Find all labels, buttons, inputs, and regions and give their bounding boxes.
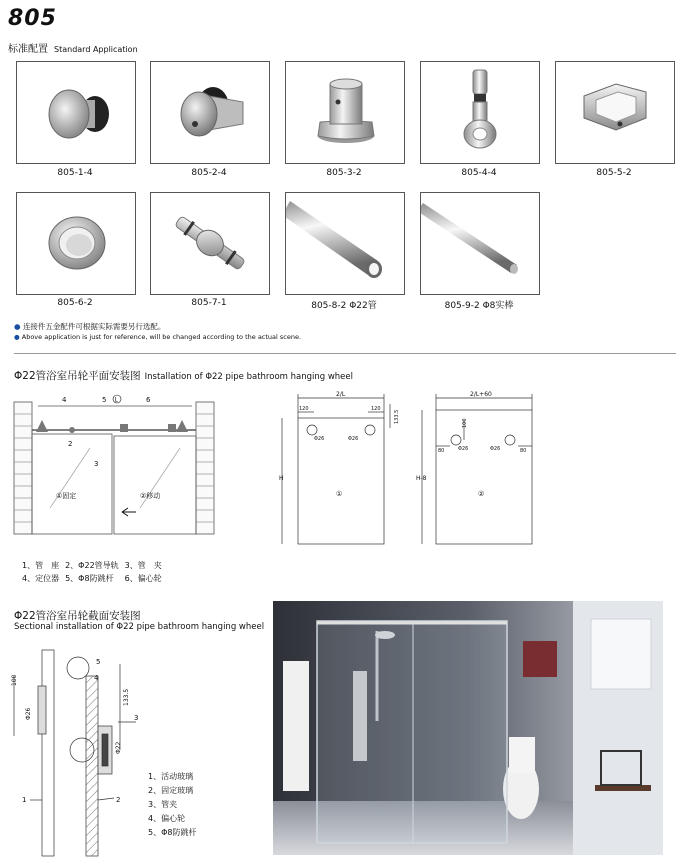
panel2-hole-l: Φ26 (458, 446, 469, 452)
product-code: 805-6-2 (57, 298, 93, 308)
product-code: 805-9-2 Φ8实棒 (444, 301, 514, 311)
sec-dim-phi22: Φ22 (115, 741, 122, 754)
product-box-805-9-2 (420, 192, 540, 295)
sec-label-3: 3 (134, 714, 139, 722)
roller-clamp-icon (151, 62, 269, 163)
legend-item: 4、偏心轮 (148, 814, 186, 823)
ring-handle-icon (17, 193, 135, 294)
product-code: 805-4-4 (461, 168, 497, 178)
sec-label-1: 1 (22, 796, 27, 804)
legend-item: 6、偏心轮 (124, 574, 162, 583)
product-code: 805-8-2 Φ22管 (311, 301, 377, 311)
panel1-hole-l: Φ26 (314, 436, 325, 442)
section-installation-diagram (10, 640, 150, 858)
plan-label-5: 5 (102, 396, 107, 404)
product-box-805-5-2 (555, 61, 675, 164)
section-title-en: Sectional installation of Φ22 pipe bathroom hanging wheel (14, 622, 265, 632)
plan-label-L: L (114, 396, 118, 404)
standard-en: Standard Application (54, 45, 138, 54)
panel1-width: 2/L (336, 391, 346, 398)
legend-item: 4、定位器 (22, 574, 60, 583)
plan-label-moving: ②移动 (140, 492, 161, 500)
legend-item: 1、管 座 (22, 561, 60, 570)
sec-label-5: 5 (96, 658, 101, 666)
product-code: 805-1-4 (57, 168, 93, 178)
plan-installation-diagram (10, 388, 218, 548)
sec-dim-1335: 133.5 (123, 688, 130, 706)
plan-label-4: 4 (62, 396, 67, 404)
plan-label-6: 6 (146, 396, 151, 404)
plan-label-2: 2 (68, 440, 73, 448)
panel1-left-off: 120 (299, 406, 309, 412)
stopper-rod-icon (151, 193, 269, 294)
panel1-hole-r: Φ26 (348, 436, 359, 442)
panel-2-drawing (412, 390, 542, 550)
plan-section-title (14, 368, 353, 383)
plan-label-fixed: ①固定 (56, 492, 77, 500)
legend-item: 5、Φ8防跳杆 (65, 574, 114, 583)
glass-clip-icon (556, 62, 674, 163)
section-legend (148, 770, 196, 840)
product-code: 805-7-1 (191, 298, 227, 308)
sec-label-4: 4 (94, 674, 99, 682)
standard-application-label (8, 40, 138, 55)
legend-item: 3、管夹 (148, 800, 178, 809)
panel2-width: 2/L+60 (470, 391, 492, 398)
plan-label-3: 3 (94, 460, 99, 468)
pipe-22-icon (286, 193, 404, 294)
knob-roller-icon (17, 62, 135, 163)
panel-1-drawing (270, 390, 400, 550)
model-title: 805 (8, 6, 57, 31)
legend-item: 2、固定玻璃 (148, 786, 194, 795)
section-title-cn: Φ22管浴室吊轮截面安装图 (14, 610, 141, 622)
sec-dim-100: 100 (11, 674, 18, 686)
panel2-hole-r: Φ26 (490, 446, 501, 452)
product-box-805-6-2 (16, 192, 136, 295)
plan-title-cn: Φ22管浴室吊轮平面安装图 (14, 370, 141, 382)
note-en: Above application is just for reference, will be changed according to the actual scene. (21, 333, 302, 341)
panel2-h-off: 100 (462, 418, 468, 428)
standard-cn: 标准配置 (8, 44, 48, 55)
panel1-height: H (279, 475, 284, 482)
pipe-base-icon (286, 62, 404, 163)
panel1-top-off: 133.5 (394, 409, 400, 424)
panel1-right-off: 120 (371, 406, 381, 412)
sec-label-2: 2 (116, 796, 121, 804)
plan-title-en: Installation of Φ22 pipe bathroom hanging wheel (144, 372, 354, 382)
section-divider (14, 353, 676, 354)
panel1-number: ① (336, 490, 343, 498)
bullet-icon: ● (14, 333, 20, 341)
plan-legend (22, 560, 168, 586)
sec-dim-phi26: Φ26 (25, 707, 32, 720)
panel2-left-off: 80 (438, 448, 445, 454)
panel2-right-off: 80 (520, 448, 527, 454)
product-code: 805-5-2 (596, 168, 632, 178)
note-block (14, 322, 301, 342)
note-cn: 连接件五金配件可根据实际需要另行选配。 (22, 322, 166, 331)
panel2-number: ② (478, 490, 485, 498)
legend-item: 5、Φ8防跳杆 (148, 828, 197, 837)
hanger-clamp-icon (421, 62, 539, 163)
bullet-icon: ● (14, 322, 21, 331)
legend-item: 1、活动玻璃 (148, 772, 194, 781)
product-box-805-3-2 (285, 61, 405, 164)
rod-8-icon (421, 193, 539, 294)
bathroom-photo (273, 601, 663, 855)
panel2-height: H-8 (416, 475, 427, 482)
product-code: 805-3-2 (326, 168, 362, 178)
product-box-805-7-1 (150, 192, 270, 295)
legend-item: 2、Φ22管导轨 (65, 561, 119, 570)
product-code: 805-2-4 (191, 168, 227, 178)
product-box-805-1-4 (16, 61, 136, 164)
product-box-805-2-4 (150, 61, 270, 164)
legend-item: 3、管 夹 (124, 561, 162, 570)
product-box-805-4-4 (420, 61, 540, 164)
product-box-805-8-2 (285, 192, 405, 295)
